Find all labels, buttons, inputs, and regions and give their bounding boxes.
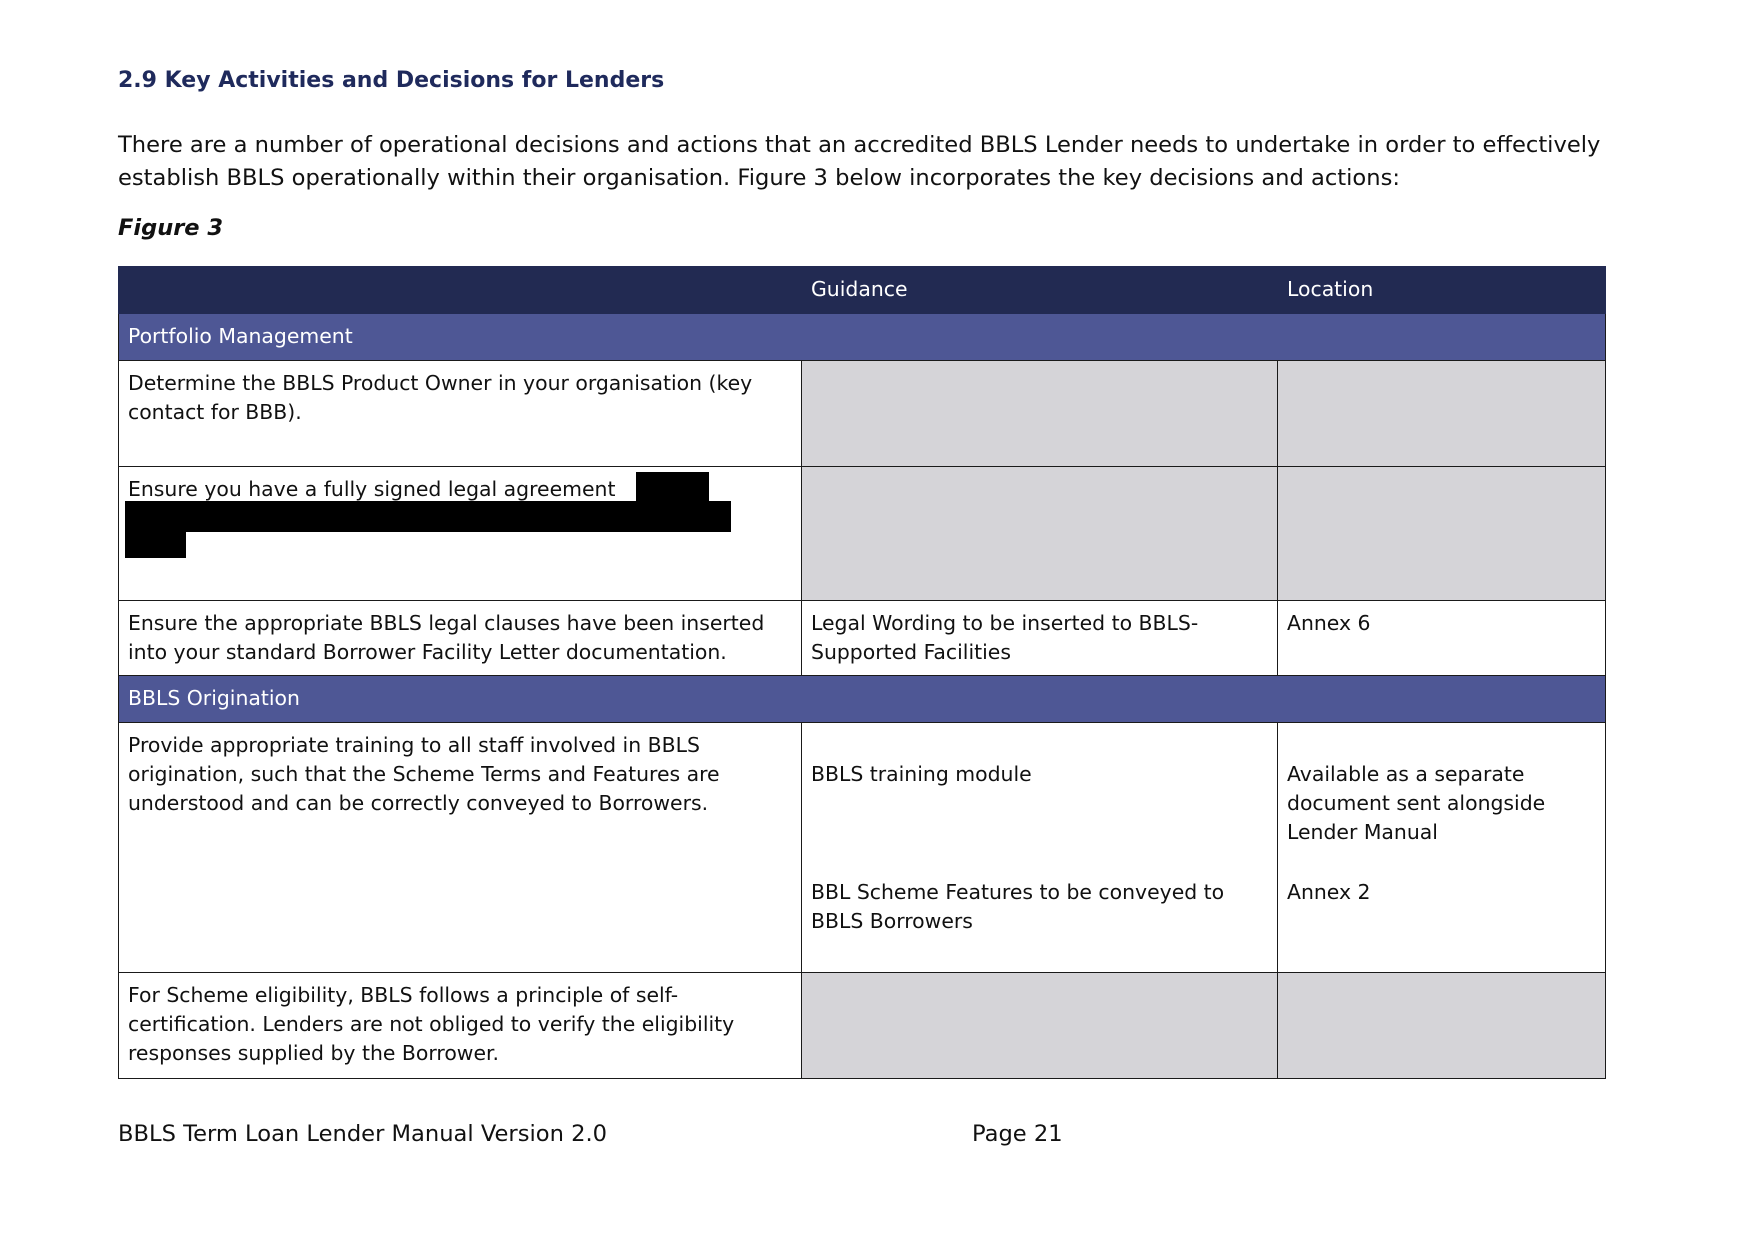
table-row xyxy=(119,361,1606,467)
section-heading: 2.9 Key Activities and Decisions for Lenders xyxy=(118,68,665,93)
location-item: Annex 2 xyxy=(1287,880,1371,904)
guidance-cell-empty xyxy=(802,467,1278,601)
guidance-item: BBL Scheme Features to be conveyed to BBLS Borrowers xyxy=(811,880,1225,933)
location-cell-empty xyxy=(1278,361,1606,467)
location-cell-empty xyxy=(1278,467,1606,601)
activity-cell xyxy=(119,467,802,601)
table-row xyxy=(119,723,1606,973)
guidance-column-header: Guidance xyxy=(802,267,1278,314)
location-column-header: Location xyxy=(1278,267,1606,314)
section-header-row xyxy=(119,314,1606,361)
location-item: Available as a separate document sent alongside Lender Manual xyxy=(1287,762,1546,844)
location-cell: Annex 6 xyxy=(1278,601,1606,676)
activity-column-header xyxy=(119,267,802,314)
location-cell-empty xyxy=(1278,973,1606,1079)
key-activities-table xyxy=(118,266,1606,1079)
table-row xyxy=(119,467,1606,601)
table-header-row xyxy=(119,267,1606,314)
table-row xyxy=(119,601,1606,676)
guidance-cell-empty xyxy=(802,361,1278,467)
activity-text: Ensure you have a fully signed legal agreement xyxy=(128,477,616,501)
redaction-block xyxy=(125,530,186,558)
activity-cell: Determine the BBLS Product Owner in your organisation (key contact for BBB). xyxy=(119,361,802,467)
guidance-cell xyxy=(802,723,1278,973)
activity-cell: For Scheme eligibility, BBLS follows a principle of self-certification. Lenders are not obliged to verify the eligibility responses supplied by the Borrower. xyxy=(119,973,802,1079)
location-cell xyxy=(1278,723,1606,973)
footer-document-title: BBLS Term Loan Lender Manual Version 2.0 xyxy=(118,1121,608,1147)
table-row xyxy=(119,973,1606,1079)
section-header-row xyxy=(119,676,1606,723)
footer-page-number: Page 21 xyxy=(972,1121,1063,1147)
guidance-cell: Legal Wording to be inserted to BBLS-Supported Facilities xyxy=(802,601,1278,676)
section-title-portfolio-management: Portfolio Management xyxy=(119,314,1606,361)
figure-label: Figure 3 xyxy=(118,215,224,241)
activity-cell: Provide appropriate training to all staff involved in BBLS origination, such that the Scheme Terms and Features are understood and can be correctly conveyed to Borrowers. xyxy=(119,723,802,973)
section-title-bbls-origination: BBLS Origination xyxy=(119,676,1606,723)
redaction-block xyxy=(636,472,709,501)
guidance-item: BBLS training module xyxy=(811,762,1032,786)
activity-cell: Ensure the appropriate BBLS legal clauses have been inserted into your standard Borrower Facility Letter documentation. xyxy=(119,601,802,676)
guidance-cell-empty xyxy=(802,973,1278,1079)
intro-paragraph: There are a number of operational decisions and actions that an accredited BBLS Lender needs to undertake in order to effectively establish BBLS operationally within their organisation. Figure 3 below incorporates the key decisions and actions: xyxy=(118,132,1601,191)
redaction-block xyxy=(125,501,731,532)
